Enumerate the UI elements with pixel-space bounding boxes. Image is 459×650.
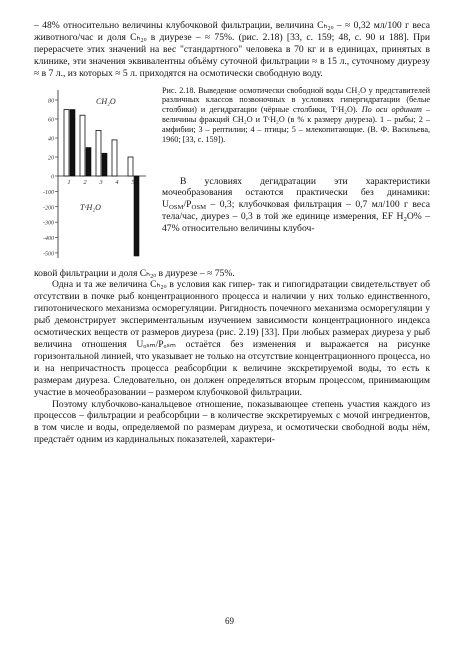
y-tick-label: -100 xyxy=(43,189,54,196)
paragraph-4: Поэтому клубочково-канальцевое отношение, показывающее степень участия каждого из процессов – фильтрации и реабсорбции – в количестве экскретируемых с мочой ингредиентов, в том числе и воды, определяемой по размерам диуреза, и осмотически свободной воды нём, предстаёт одним из кардинальных показателей, характери- xyxy=(34,398,430,446)
y-tick-label: -500 xyxy=(43,250,54,257)
bar-black-5 xyxy=(134,176,139,256)
side-paragraph-text: В условиях дегидратации эти характеристики мочеобразования остаются практически без динамики: $U_{OSM}/P_{OSM} - 0,3$; клубочковая фильтрация – 0,7 мл/100 г веса тела/час, диурез – 0,3 в той же единице измерения, EF $H_2O\% - 47\%$ относительно величины клубоч- xyxy=(162,175,430,235)
y-tick-label: 20 xyxy=(48,155,54,162)
category-label: 1 xyxy=(67,178,71,186)
caption-rest: – величины фракций CH₂O и TᶜH₂O (в % к размеру диуреза). 1 – рыбы; 2 – амфибии; 3 – рептилии; 4 – птицы; 5 – млекопитающие. (В. Ф. Васильева, 1960; [33, с. 159]). xyxy=(162,105,431,144)
paragraph-3: Одна и та же величина Cₕ₂ₒ в условия как гипер- так и гипогидратации свидетельствует об отсутствии в почке рыб концентрационного процесса и наличии у них только единственного, гипотонического механизма осморегуляции. Ригидность почечного механизма осморегуляции у рыб демонстрирует экспериментальным изучением зависимости концентрационного индекса осмотических веществ от размеров диуреза (рис. 2.19) [33]. При любых размерах диуреза у рыб величина отношения Uₒₛₘ/Pₒₛₘ остаётся без изменения и выражается на рисунке горизонтальной линией, что указывает не только на отсутствие концентрационного процесса, но и на непричастность процесса реабсорбции к величине экскретируемой воды, то есть к размерам диуреза. Следовательно, он должен определяться вторым процессом, принимающим участие в мочеобразовании – размером клубочковой фильтрации. xyxy=(34,279,430,398)
bar-white-5 xyxy=(128,157,133,176)
bar-black-2 xyxy=(86,147,91,176)
category-label: 5 xyxy=(131,178,135,186)
category-label: 2 xyxy=(83,178,87,186)
bar-white-2 xyxy=(80,115,85,176)
page xyxy=(34,20,430,446)
caption-main: Рис. 2.18. Выведение осмотически свободной воды CH₂O у представителей различных классов позвоночных в условиях гипергидратации (белые столбики) и дегидратации (чёрные столбики, TᶜH₂O). xyxy=(162,85,430,115)
paragraph-2: ковой фильтрации и доля Cₕ₂ₒ в диурезе – ≈ 75%. xyxy=(34,267,235,279)
y-tick-label: -400 xyxy=(43,235,54,242)
side-paragraph xyxy=(162,176,430,236)
bar-white-4 xyxy=(112,139,117,175)
bar-white-1 xyxy=(64,109,69,176)
category-label: 4 xyxy=(115,178,119,186)
label-ch2o: CH₂O xyxy=(96,96,116,106)
figure-caption xyxy=(162,86,430,145)
y-tick-label: 0 xyxy=(51,174,54,181)
category-label: 3 xyxy=(99,178,103,186)
y-tick-label: 60 xyxy=(48,117,54,124)
figure-chart xyxy=(34,82,154,262)
page-number: 69 xyxy=(225,616,234,626)
figure-2-18 xyxy=(34,82,430,282)
bar-black-3 xyxy=(102,153,107,176)
paragraph-1: – 48% относительно величины клубочковой фильтрации, величина Cₕ₂ₒ – ≈ 0,32 мл/100 г веса животного/час и доля Cₕ₂ₒ в диурезе – ≈ 75%. (рис. 2.18) [33, с. 159; 48, с. 90 и 188]. При перерасчете этих значений на вес "стандартного" человека в 70 кг и в единицах, принятых в клинике, эти значения эквивалентны объёму суточной фильтрации ≈ в 15 л., суточному диурезу ≈ в 7 л., из которых ≈ 5 л. приходятся на осмотически свободную воду. xyxy=(34,20,430,79)
label-tch2o: TᶜH₂O xyxy=(80,202,101,212)
y-tick-label: -300 xyxy=(43,220,54,227)
bar-black-1 xyxy=(70,109,75,176)
caption-axis-note: По оси ординат xyxy=(361,105,422,115)
y-tick-label: -200 xyxy=(43,204,54,211)
y-tick-label: 40 xyxy=(48,136,54,143)
bar-white-3 xyxy=(96,130,101,176)
y-tick-label: 80 xyxy=(48,98,54,105)
